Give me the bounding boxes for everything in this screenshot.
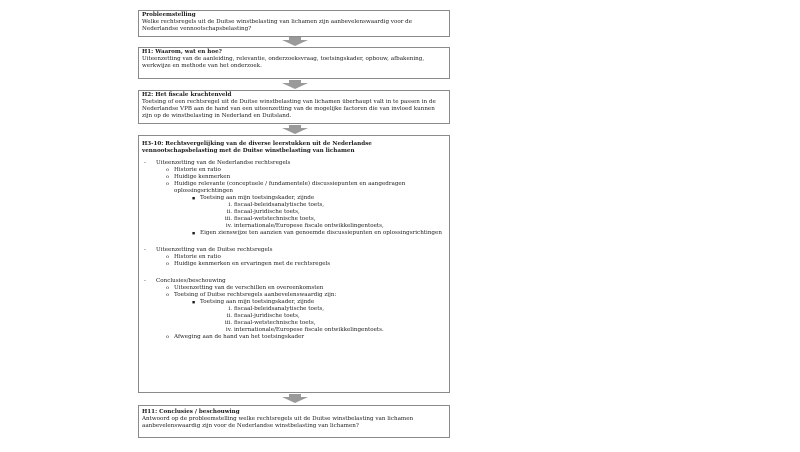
list-number: iv. [225, 223, 232, 229]
list-item: o Huidige kenmerken [142, 174, 446, 181]
list-item: o Huidige kenmerken en ervaringen met de rechtsregels [142, 261, 446, 268]
list-text: fiscaal-juridische toets, [234, 209, 300, 215]
section-conclusies [142, 278, 446, 341]
list-text: fiscaal-beleidsanalytische toets, [234, 202, 325, 208]
list-text: fiscaal-juridische toets, [234, 313, 300, 319]
list-number: i. [228, 202, 232, 208]
down-arrow-icon [282, 80, 308, 89]
box-title: H2: Het fiscale krachtenveld [142, 92, 232, 98]
box-h11 [138, 405, 450, 438]
box-h1 [138, 47, 450, 79]
list-number: iii. [224, 320, 232, 326]
list-item: o Historie en ratio [142, 254, 446, 261]
box-body: Toetsing of een rechtsregel uit de Duitse winstbelasting van lichamen überhaupt valt in te passen in de Nederlandse VPB aan de hand van een uiteenzetting van de mogelijke factoren die van invloed kunnen zijn op de winstbelasting in Nederland en Duitsland. [142, 99, 436, 119]
box-h2 [138, 90, 450, 124]
list-item [142, 223, 446, 230]
list-item: - Uiteenzetting van de Duitse rechtsregels [142, 247, 446, 254]
box-title: Probleemstelling [142, 12, 196, 18]
list-item [142, 320, 446, 327]
list-number: iii. [224, 216, 232, 222]
list-number: ii. [226, 313, 232, 319]
list-item: o Uiteenzetting van de verschillen en overeenkomsten [142, 285, 446, 292]
section-duitse-rechtsregels [142, 247, 446, 268]
list-text: fiscaal-beleidsanalytische toets, [234, 306, 325, 312]
box-body: Antwoord op de probleemstelling welke rechtsregels uit de Duitse winstbelasting van lichamen aanbevelenswaardig zijn voor de Nederlandse winstbelasting van lichamen? [142, 416, 414, 429]
box-probleemstelling [138, 10, 450, 37]
down-arrow-icon [282, 125, 308, 134]
list-item [142, 313, 446, 320]
box-title: H11: Conclusies / beschouwing [142, 409, 240, 415]
list-item: ■ Toetsing aan mijn toetsingskader, zijnde [142, 299, 446, 306]
list-item [142, 327, 446, 334]
list-item: o Historie en ratio [142, 167, 446, 174]
down-arrow-icon [282, 394, 308, 403]
list-item [142, 202, 446, 209]
list-item: o Huidige relevante (conceptuele / fundamentele) discussiepunten en aangedragen oplossingsrichtingen [142, 181, 446, 195]
list-number: ii. [226, 209, 232, 215]
list-item: - Conclusies/beschouwing [142, 278, 446, 285]
list-item: - Uiteenzetting van de Nederlandse rechtsregels [142, 160, 446, 167]
list-text: internationale/Europese fiscale ontwikkelingentoets. [234, 327, 384, 333]
list-item [142, 216, 446, 223]
list-item: ■ Eigen zienswijze ten aanzien van genoemde discussiepunten en oplossingsrichtingen [142, 230, 446, 237]
box-title: H1: Waarom, wat en hoe? [142, 49, 222, 55]
box-title: H3-10: Rechtsvergelijking van de diverse leerstukken uit de Nederlandse vennootschapsbelasting met de Duitse winstbelasting van lichamen [142, 141, 372, 154]
list-item [142, 209, 446, 216]
list-item: ■ Toetsing aan mijn toetsingskader, zijnde [142, 195, 446, 202]
list-number: i. [228, 306, 232, 312]
box-h3-10 [138, 135, 450, 393]
list-number: iv. [225, 327, 232, 333]
list-text: fiscaal-wetstechnische toets, [234, 216, 316, 222]
list-text: internationale/Europese fiscale ontwikkelingentoets, [234, 223, 384, 229]
list-item: o Toetsing of Duitse rechtsregels aanbevelenswaardig zijn: [142, 292, 446, 299]
section-nederlandse-rechtsregels [142, 160, 446, 237]
list-item: o Afweging aan de hand van het toetsingskader [142, 334, 446, 341]
list-text: fiscaal-wetstechnische toets, [234, 320, 316, 326]
list-item [142, 306, 446, 313]
box-body: Uiteenzetting van de aanleiding, relevantie, onderzoeksvraag, toetsingskader, opbouw, afbakening, werkwijze en methode van het onderzoek. [142, 56, 425, 69]
box-body: Welke rechtsregels uit de Duitse winstbelasting van lichamen zijn aanbevelenswaardig voor de Nederlandse vennootschapsbelasting? [142, 19, 413, 32]
down-arrow-icon [282, 37, 308, 46]
